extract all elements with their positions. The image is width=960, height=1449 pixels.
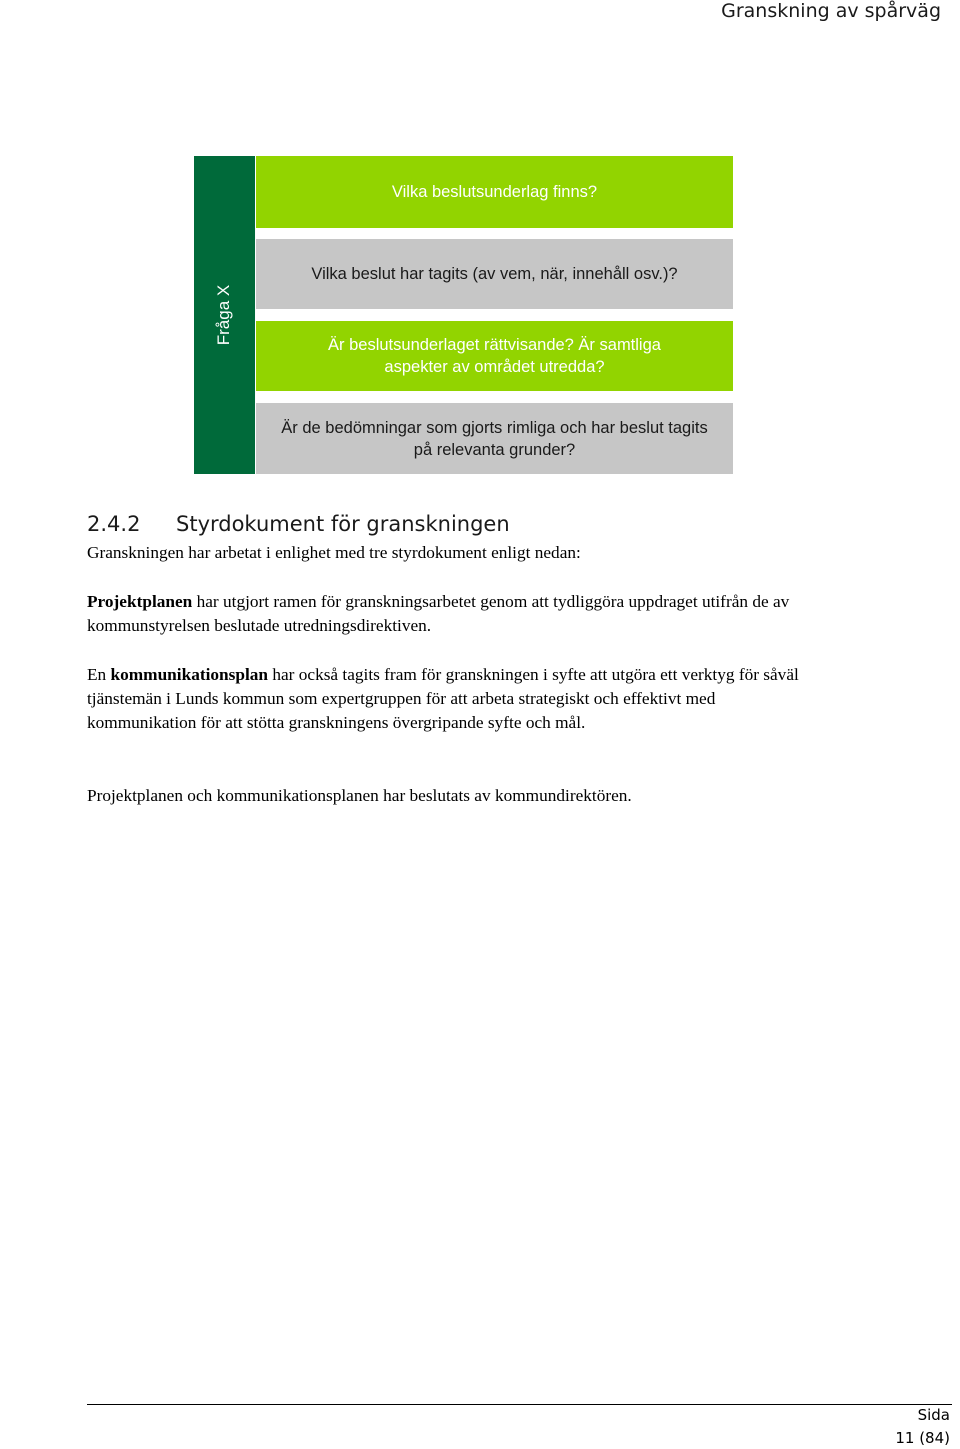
project-plan-term: Projektplanen — [87, 592, 193, 611]
question-box-2 — [256, 239, 733, 309]
footer-divider — [87, 1404, 952, 1405]
question-box-text: Är beslutsunderlaget rättvisande? Är samtliga aspekter av området utredda? — [328, 336, 661, 376]
question-box-text: Vilka beslutsunderlag finns? — [391, 183, 598, 201]
communication-plan-paragraph — [87, 663, 827, 735]
intro-paragraph: Granskningen har arbetat i enlighet med tre styrdokument enligt nedan: — [87, 543, 581, 562]
project-plan-paragraph — [87, 590, 827, 638]
communication-plan-term: kommunikationsplan — [110, 665, 269, 684]
footer-page-label: Sida — [917, 1406, 950, 1424]
question-diagram — [194, 156, 733, 474]
question-side-label: Fråga X — [214, 284, 233, 346]
section-title: Styrdokument för granskningen — [176, 512, 510, 536]
decision-paragraph: Projektplanen och kommunikationsplanen har beslutats av kommundirektören. — [87, 786, 632, 805]
communication-plan-lead: En — [87, 665, 111, 684]
running-header-title: Granskning av spårväg — [721, 0, 941, 22]
question-box-4 — [256, 403, 733, 474]
question-box-1 — [256, 156, 733, 228]
section-number: 2.4.2 — [87, 512, 141, 536]
project-plan-text: har utgjort ramen för granskningsarbetet genom att tydliggöra uppdraget utifrån de av kommunstyrelsen beslutade utredningsdirektiven. — [87, 592, 790, 635]
question-side-bar — [194, 156, 255, 474]
communication-plan-text: har också tagits fram för granskningen i syfte att utgöra ett verktyg för såväl tjänstemän i Lunds kommun som expertgruppen för att arbeta strategiskt och effektivt med kommunikation för att stötta granskningens övergripande syfte och mål. — [87, 665, 799, 732]
question-box-3 — [256, 321, 733, 391]
section-heading — [87, 512, 510, 536]
question-box-text: Vilka beslut har tagits (av vem, när, innehåll osv.)? — [311, 265, 678, 283]
footer-page-number: 11 (84) — [895, 1429, 950, 1447]
question-box-text: Är de bedömningar som gjorts rimliga och har beslut tagits på relevanta grunder? — [281, 418, 708, 459]
